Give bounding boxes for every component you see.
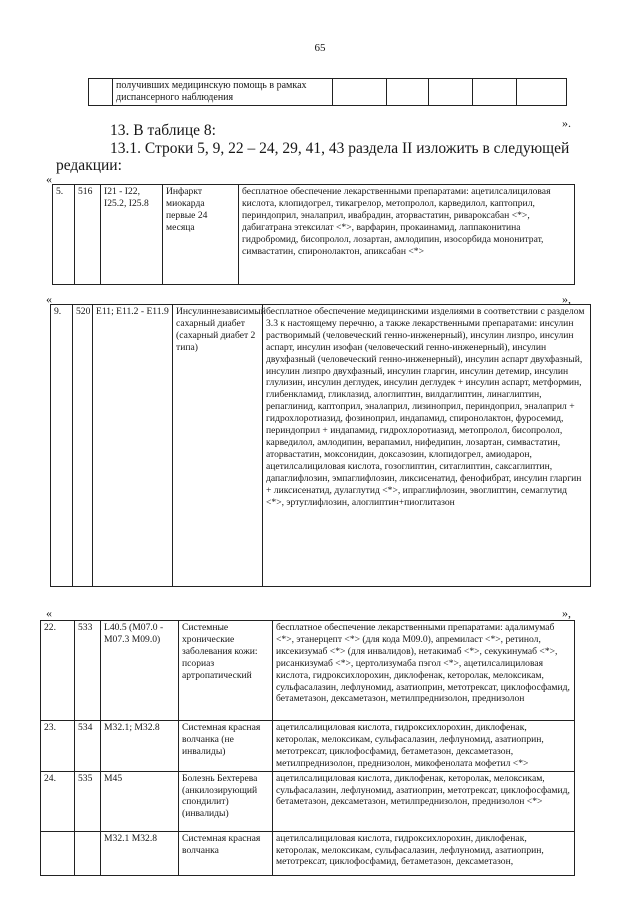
page-number: 65 (314, 42, 326, 54)
quote-open-3: « (46, 606, 52, 620)
section-subheading: 13.1. Строки 5, 9, 22 – 24, 29, 41, 43 раздела II изложить в следующей редакции: (56, 140, 570, 174)
table-row (41, 771, 575, 831)
table-row (41, 621, 575, 721)
quote-close-2: », (562, 292, 571, 306)
top-fragment-closing: ». (562, 116, 571, 130)
table-row (51, 305, 591, 587)
row-code: 533 (75, 621, 101, 721)
row-code: 534 (75, 721, 101, 772)
row-number: 22. (41, 621, 75, 721)
row-code: 520 (73, 305, 93, 587)
table-row (41, 721, 575, 772)
row-provision: бесплатное обеспечение лекарственными препаратами: адалимумаб <*>, этанерцепт <*> (для кода M09.0), апремиласт <*>, ретинол, иксекизумаб <*> (для инвалидов), нетакимаб <*>, секукинумаб <*>, рисанкизумаб <*>, цертолизумаба пэгол <*>, ацетилсалициловая кислота, гидроксихлорохин, диклофенак, кеторолак, мелоксикам, сульфасалазин, лефлуномид, азатиоприн, метотрексат, циклофосфамид, бетаметазон, дексаметазон, метилпреднизолон, преднизолон (273, 621, 575, 721)
quote-close-3: », (562, 606, 571, 620)
row-disease: Системные хронические заболевания кожи: псориаз артропатический (179, 621, 273, 721)
row-icd: M32.1 M32.8 (101, 831, 179, 875)
table-block-row-5 (52, 184, 575, 285)
quote-open-1: « (46, 172, 52, 186)
row-provision: бесплатное обеспечение лекарственными препаратами: ацетилсалициловая кислота, клопидогрел, тикагрелор, метопролол, карведилол, каптоприл, периндоприл, эналаприл, ивабрадин, аторвастатин, ривароксабан <*>, дабигатрана этексилат <*>, варфарин, прокаинамид, лаппаконитина гидробромид, бисопролол, лозартан, амлодипин, изосорбида мононитрат, симвастатин, спиронолактон, апиксабан <*> (239, 185, 575, 285)
row-icd: E11; E11.2 - E11.9 (93, 305, 173, 587)
section-heading: 13. В таблице 8: (110, 122, 216, 139)
row-provision: ацетилсалициловая кислота, гидроксихлорохин, диклофенак, кеторолак, мелоксикам, сульфасалазин, лефлуномид, азатиоприн, метотрексат, циклофосфамид, бетаметазон, дексаметазон, метилпреднизолон, преднизолон, микофенолата мофетил <*> (273, 721, 575, 772)
quote-open-2: « (46, 292, 52, 306)
row-number: 5. (53, 185, 75, 285)
row-disease: Инфаркт миокарда первые 24 месяца (163, 185, 239, 285)
row-code: 516 (75, 185, 101, 285)
row-code (75, 831, 101, 875)
row-icd: L40.5 (M07.0 - M07.3 M09.0) (101, 621, 179, 721)
row-provision: бесплатное обеспечение медицинскими изделиями в соответствии с разделом 3.3 к настоящему перечню, а также лекарственными препаратами: инсулин растворимый (человеческий генно-инженерный), инсулин лизпро, инсулин аспарт, инсулин изофан (человеческий генно-инженерный), инсулин двухфазный (человеческий генно-инженерный), инсулин аспарт двухфазный, инсулин лизпро двухфазный, инсулин гларгин, инсулин детемир, инсулин глулизин, инсулин деглудек, инсулин деглудек + инсулин аспарт, метформин, глибенкламид, гликлазид, алоглиптин, вилдаглиптин, линаглиптин, репаглинид, каптоприл, эналаприл, лизиноприл, периндоприл, эналаприл + гидрохлоротиазид, фозиноприл, индапамид, спиронолактон, фуросемид, периндоприл + индапамид, гидрохлоротиазид, метопролол, бисопролол, карведилол, амлодипин, верапамил, нифедипин, лозартан, симвастатин, аторвастатин, моксонидин, доксазозин, клопидогрел, амиодарон, ацетилсалициловая кислота, гозоглиптин, ситаглиптин, саксаглиптин, дапаглифлозин, эмпаглифлозин, ликсисенатид, фенофибрат, инсулин гларгин + ликсисенатид, дулаглутид <*>, ипраглифлозин, эвоглиптин, семаглутид <*>, эртуглифлозин, алоглиптин+пиоглитазон (263, 305, 591, 587)
table-block-row-9 (50, 304, 591, 587)
row-number: 23. (41, 721, 75, 772)
row-icd: M45 (101, 771, 179, 831)
row-number (41, 831, 75, 875)
row-number: 24. (41, 771, 75, 831)
table-block-rows-22-24 (40, 620, 575, 876)
table-row (53, 185, 575, 285)
row-disease: Болезнь Бехтерева (анкилозирующий спондилит) (инвалиды) (179, 771, 273, 831)
row-disease: Инсулиннезависимый сахарный диабет (сахарный диабет 2 типа) (173, 305, 263, 587)
row-provision: ацетилсалициловая кислота, гидроксихлорохин, диклофенак, кеторолак, мелоксикам, сульфасалазин, лефлуномид, азатиоприн, метотрексат, циклофосфамид, бетаметазон, дексаметазон, (273, 831, 575, 875)
top-fragment-table (88, 78, 567, 106)
fragment-text: получивших медицинскую помощь в рамках диспансерного наблюдения (113, 79, 333, 106)
row-code: 535 (75, 771, 101, 831)
table-row (41, 831, 575, 875)
row-disease: Системная красная волчанка (179, 831, 273, 875)
row-icd: M32.1; M32.8 (101, 721, 179, 772)
row-provision: ацетилсалициловая кислота, диклофенак, кеторолак, мелоксикам, сульфасалазин, лефлуномид, азатиоприн, метотрексат, циклофосфамид, бетаметазон, дексаметазон, метилпреднизолон, преднизолон <*> (273, 771, 575, 831)
row-icd: I21 - I22, I25.2, I25.8 (101, 185, 163, 285)
row-number: 9. (51, 305, 73, 587)
row-disease: Системная красная волчанка (не инвалиды) (179, 721, 273, 772)
fragment-cell (89, 79, 113, 106)
